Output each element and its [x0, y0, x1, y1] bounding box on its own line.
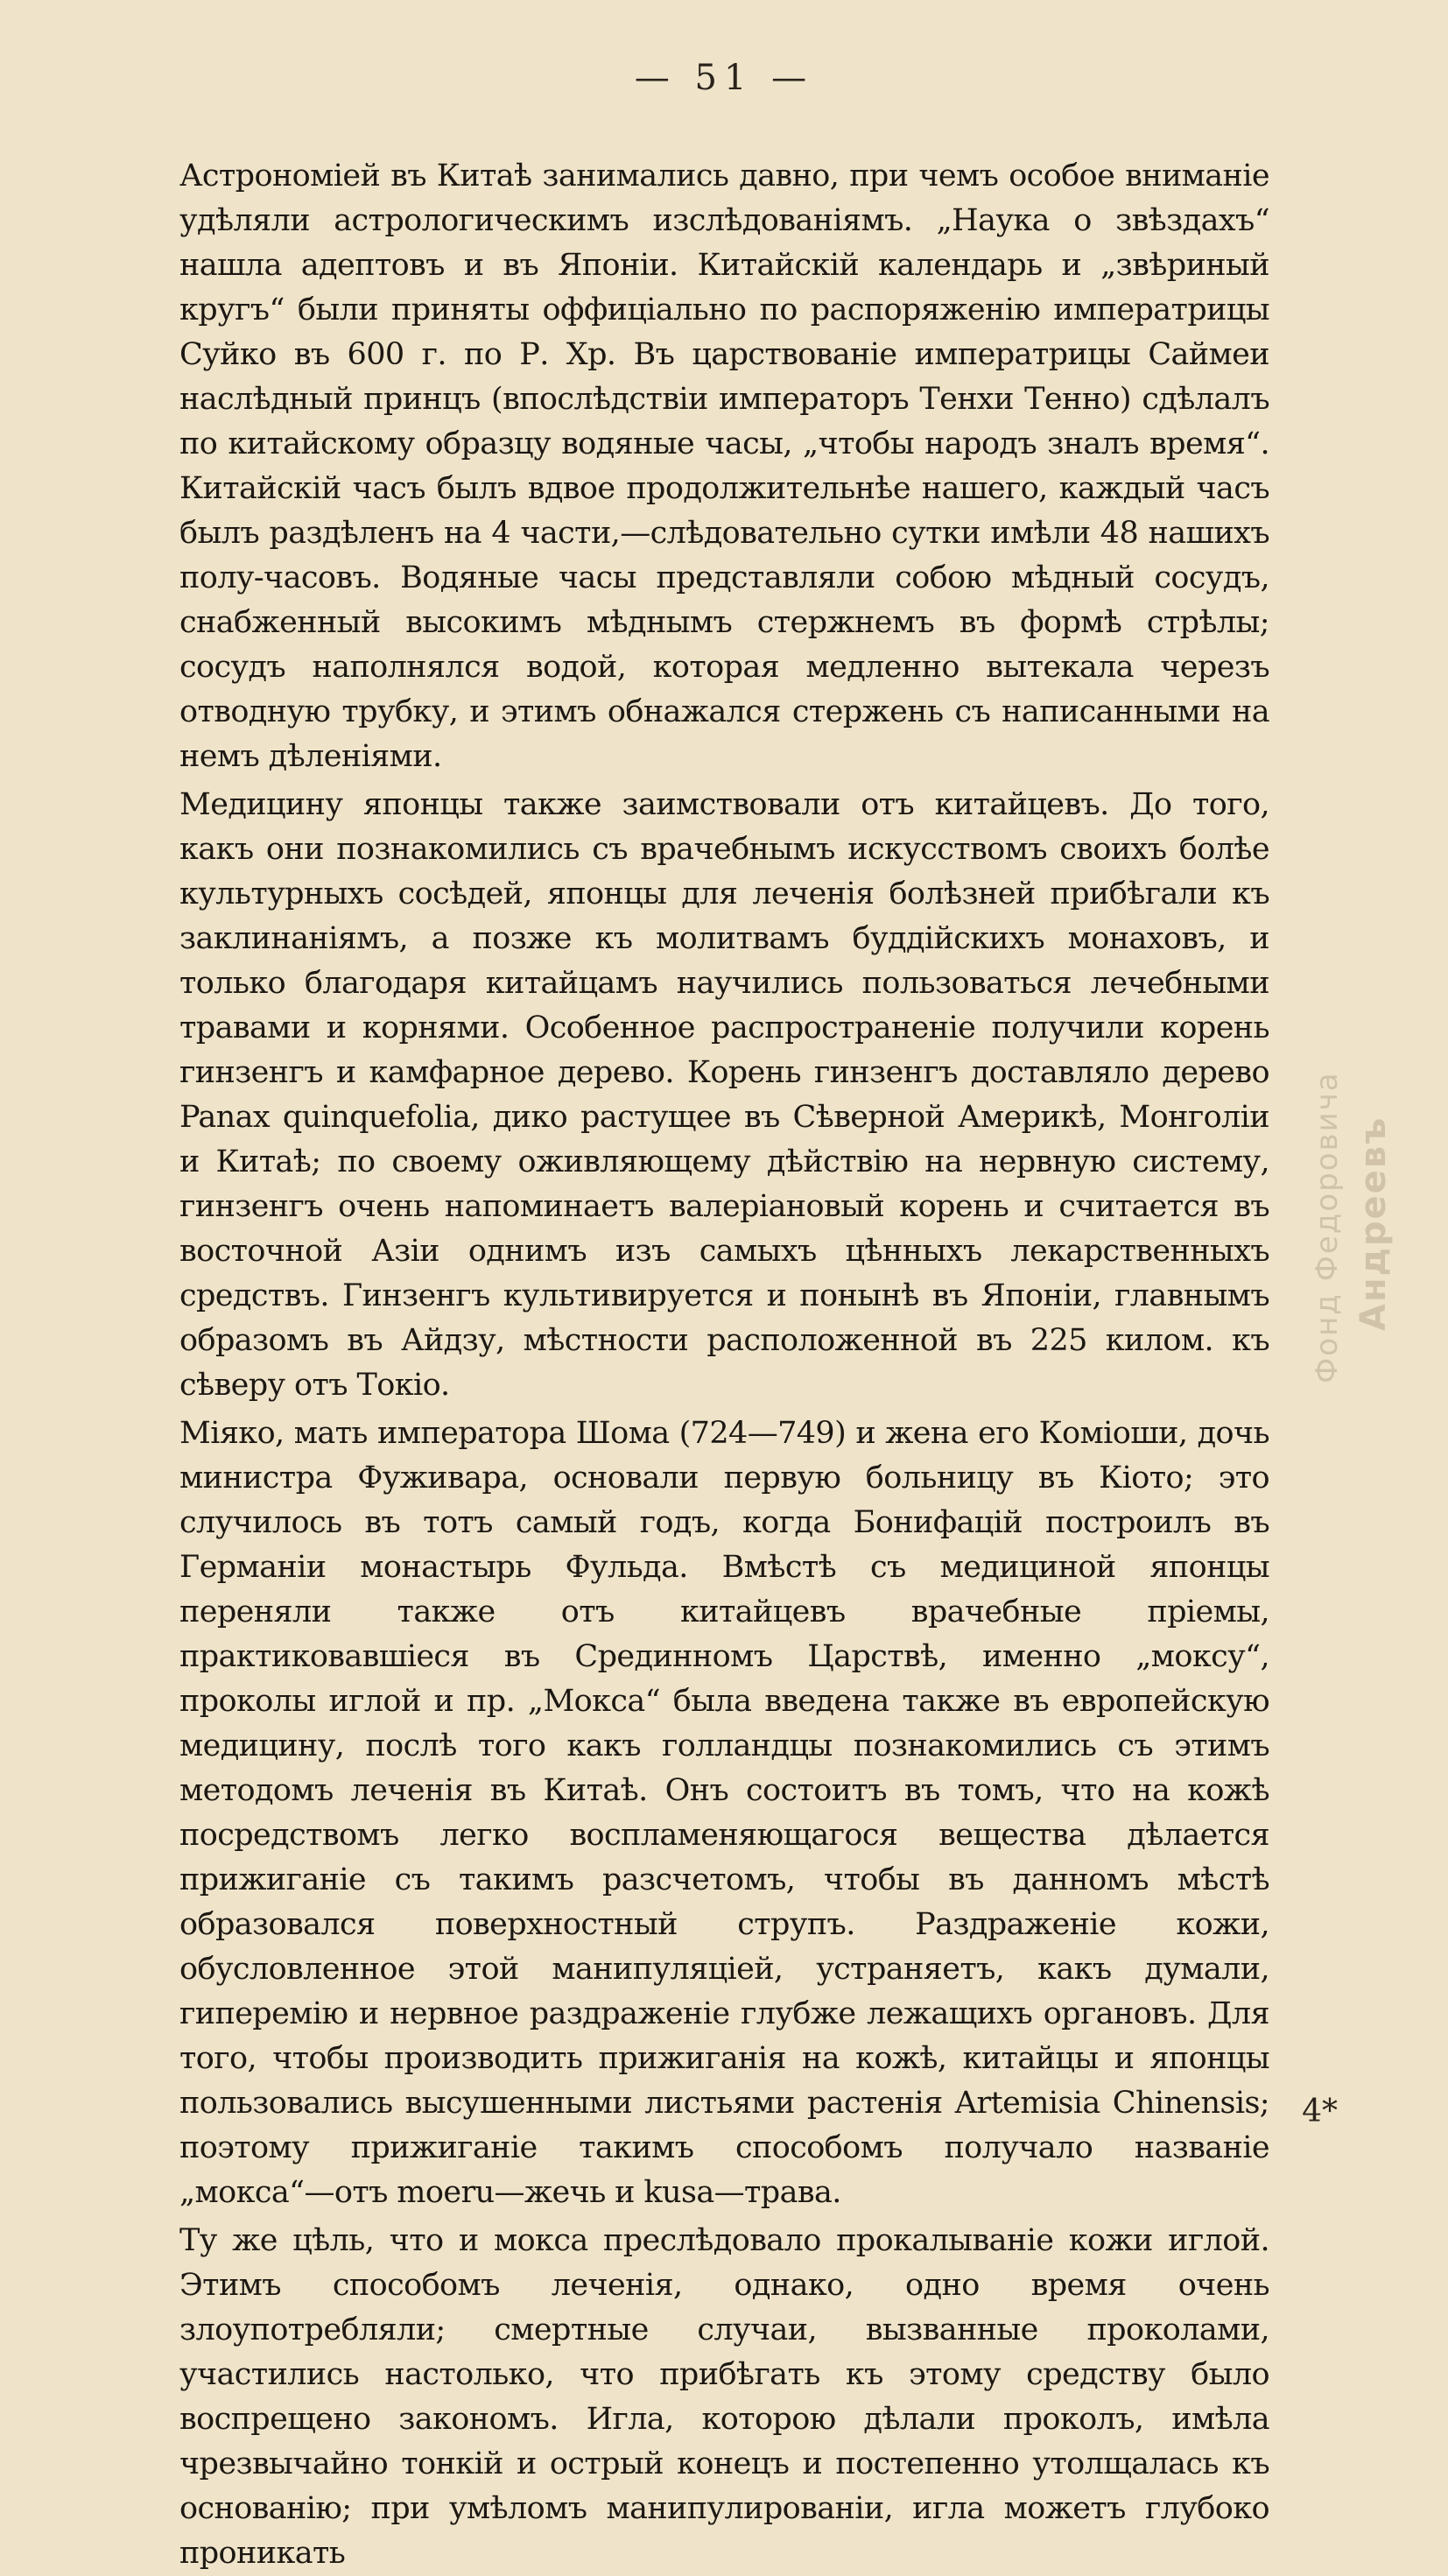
page-number: — 51 — — [634, 58, 814, 98]
paragraph-acupuncture: Ту же цѣль, что и мокса преслѣдовало прокалываніе кожи иглой. Этимъ способомъ леченія, однако, одно время очень злоупотребляли; смертные случаи, вызванные проколами, участились настолько, что прибѣгать къ этому средству было воспрещено закономъ. Игла, которою дѣлали проколъ, имѣла чрезвычайно тонкій и острый конецъ и постепенно утолщалась къ основанію; при умѣломъ манипулированіи, игла можетъ глубоко проникать — [179, 2223, 1269, 2571]
signature-mark: 4* — [1302, 2094, 1338, 2129]
paragraph-medicine: Медицину японцы также заимствовали отъ китайцевъ. До того, какъ они познакомились съ врачебнымъ искусствомъ своихъ болѣе культурныхъ сосѣдей, японцы для леченія болѣзней прибѣгали къ заклинаніямъ, а позже къ молитвамъ буддійскихъ монаховъ, и только благодаря китайцамъ научились пользоваться лечебными травами и корнями. Особенное распространеніе получили корень гинзенгъ и камфарное дерево. Корень гинзенгъ доставляло дерево Panax quinquefolia, дико растущее въ Сѣверной Америкѣ, Монголіи и Китаѣ; по своему оживляющему дѣйствію на нервную систему, гинзенгъ очень напоминаетъ валеріановый корень и считается въ восточной Азіи однимъ изъ самыхъ цѣнныхъ лекарственныхъ средствъ. Гинзенгъ культивируется и понынѣ въ Японіи, главнымъ образомъ въ Айдзу, мѣстности расположенной въ 225 килом. къ сѣверу отъ Токіо. — [179, 787, 1269, 1403]
library-stamp — [1301, 876, 1415, 1401]
stamp-line-1: Фонд Федоровича — [1310, 1071, 1345, 1383]
paragraph-astronomy: Астрономіей въ Китаѣ занимались давно, при чемъ особое вниманіе удѣляли астрологическимъ изслѣдованіямъ. „Наука о звѣздахъ“ нашла адептовъ и въ Японіи. Китайскій календарь и „звѣриный кругъ“ были приняты оффиціально по распоряженію императрицы Суйко въ 600 г. по Р. Хр. Въ царствованіе императрицы Саймеи наслѣдный принцъ (впослѣдствіи императоръ Тенхи Тенно) сдѣлалъ по китайскому образцу водяные часы, „чтобы народъ зналъ время“. Китайскій часъ былъ вдвое продолжительнѣе нашего, каждый часъ былъ раздѣленъ на 4 части,—слѣдовательно сутки имѣли 48 нашихъ полу-часовъ. Водяные часы представляли собою мѣдный сосудъ, снабженный высокимъ мѣднымъ стержнемъ въ формѣ стрѣлы; сосудъ наполнялся водой, которая медленно вытекала черезъ отводную трубку, и этимъ обнажался стержень съ написанными на немъ дѣленіями. — [179, 158, 1269, 774]
paragraph-moxa: Міяко, мать императора Шома (724—749) и жена его Коміоши, дочь министра Фуживара, основали первую больницу въ Кіото; это случилось въ тотъ самый годъ, когда Бонифацій построилъ въ Германіи монастырь Фульда. Вмѣстѣ съ медициной японцы переняли также отъ китайцевъ врачебные пріемы, практиковавшіеся въ Срединномъ Царствѣ, именно „моксу“, проколы иглой и пр. „Мокса“ была введена также въ европейскую медицину, послѣ того какъ голландцы познакомились съ этимъ методомъ леченія въ Китаѣ. Онъ состоитъ въ томъ, что на кожѣ посредствомъ легко воспламеняющагося вещества дѣлается прижиганіе съ такимъ разсчетомъ, чтобы въ данномъ мѣстѣ образовался поверхностный струпъ. Раздраженіе кожи, обусловленное этой манипуляціей, устраняетъ, какъ думали, гиперемію и нервное раздраженіе глубже лежащихъ органовъ. Для того, чтобы производить прижиганія на кожѣ, китайцы и японцы пользовались высушенными листьями растенія Artemisia Chinensis; поэтому прижиганіе такимъ способомъ получало названіе „мокса“—отъ moeru—жечь и kusa—трава. — [179, 1416, 1269, 2210]
page-body — [179, 154, 1269, 2576]
stamp-line-2: Андреевъ — [1353, 1116, 1394, 1331]
